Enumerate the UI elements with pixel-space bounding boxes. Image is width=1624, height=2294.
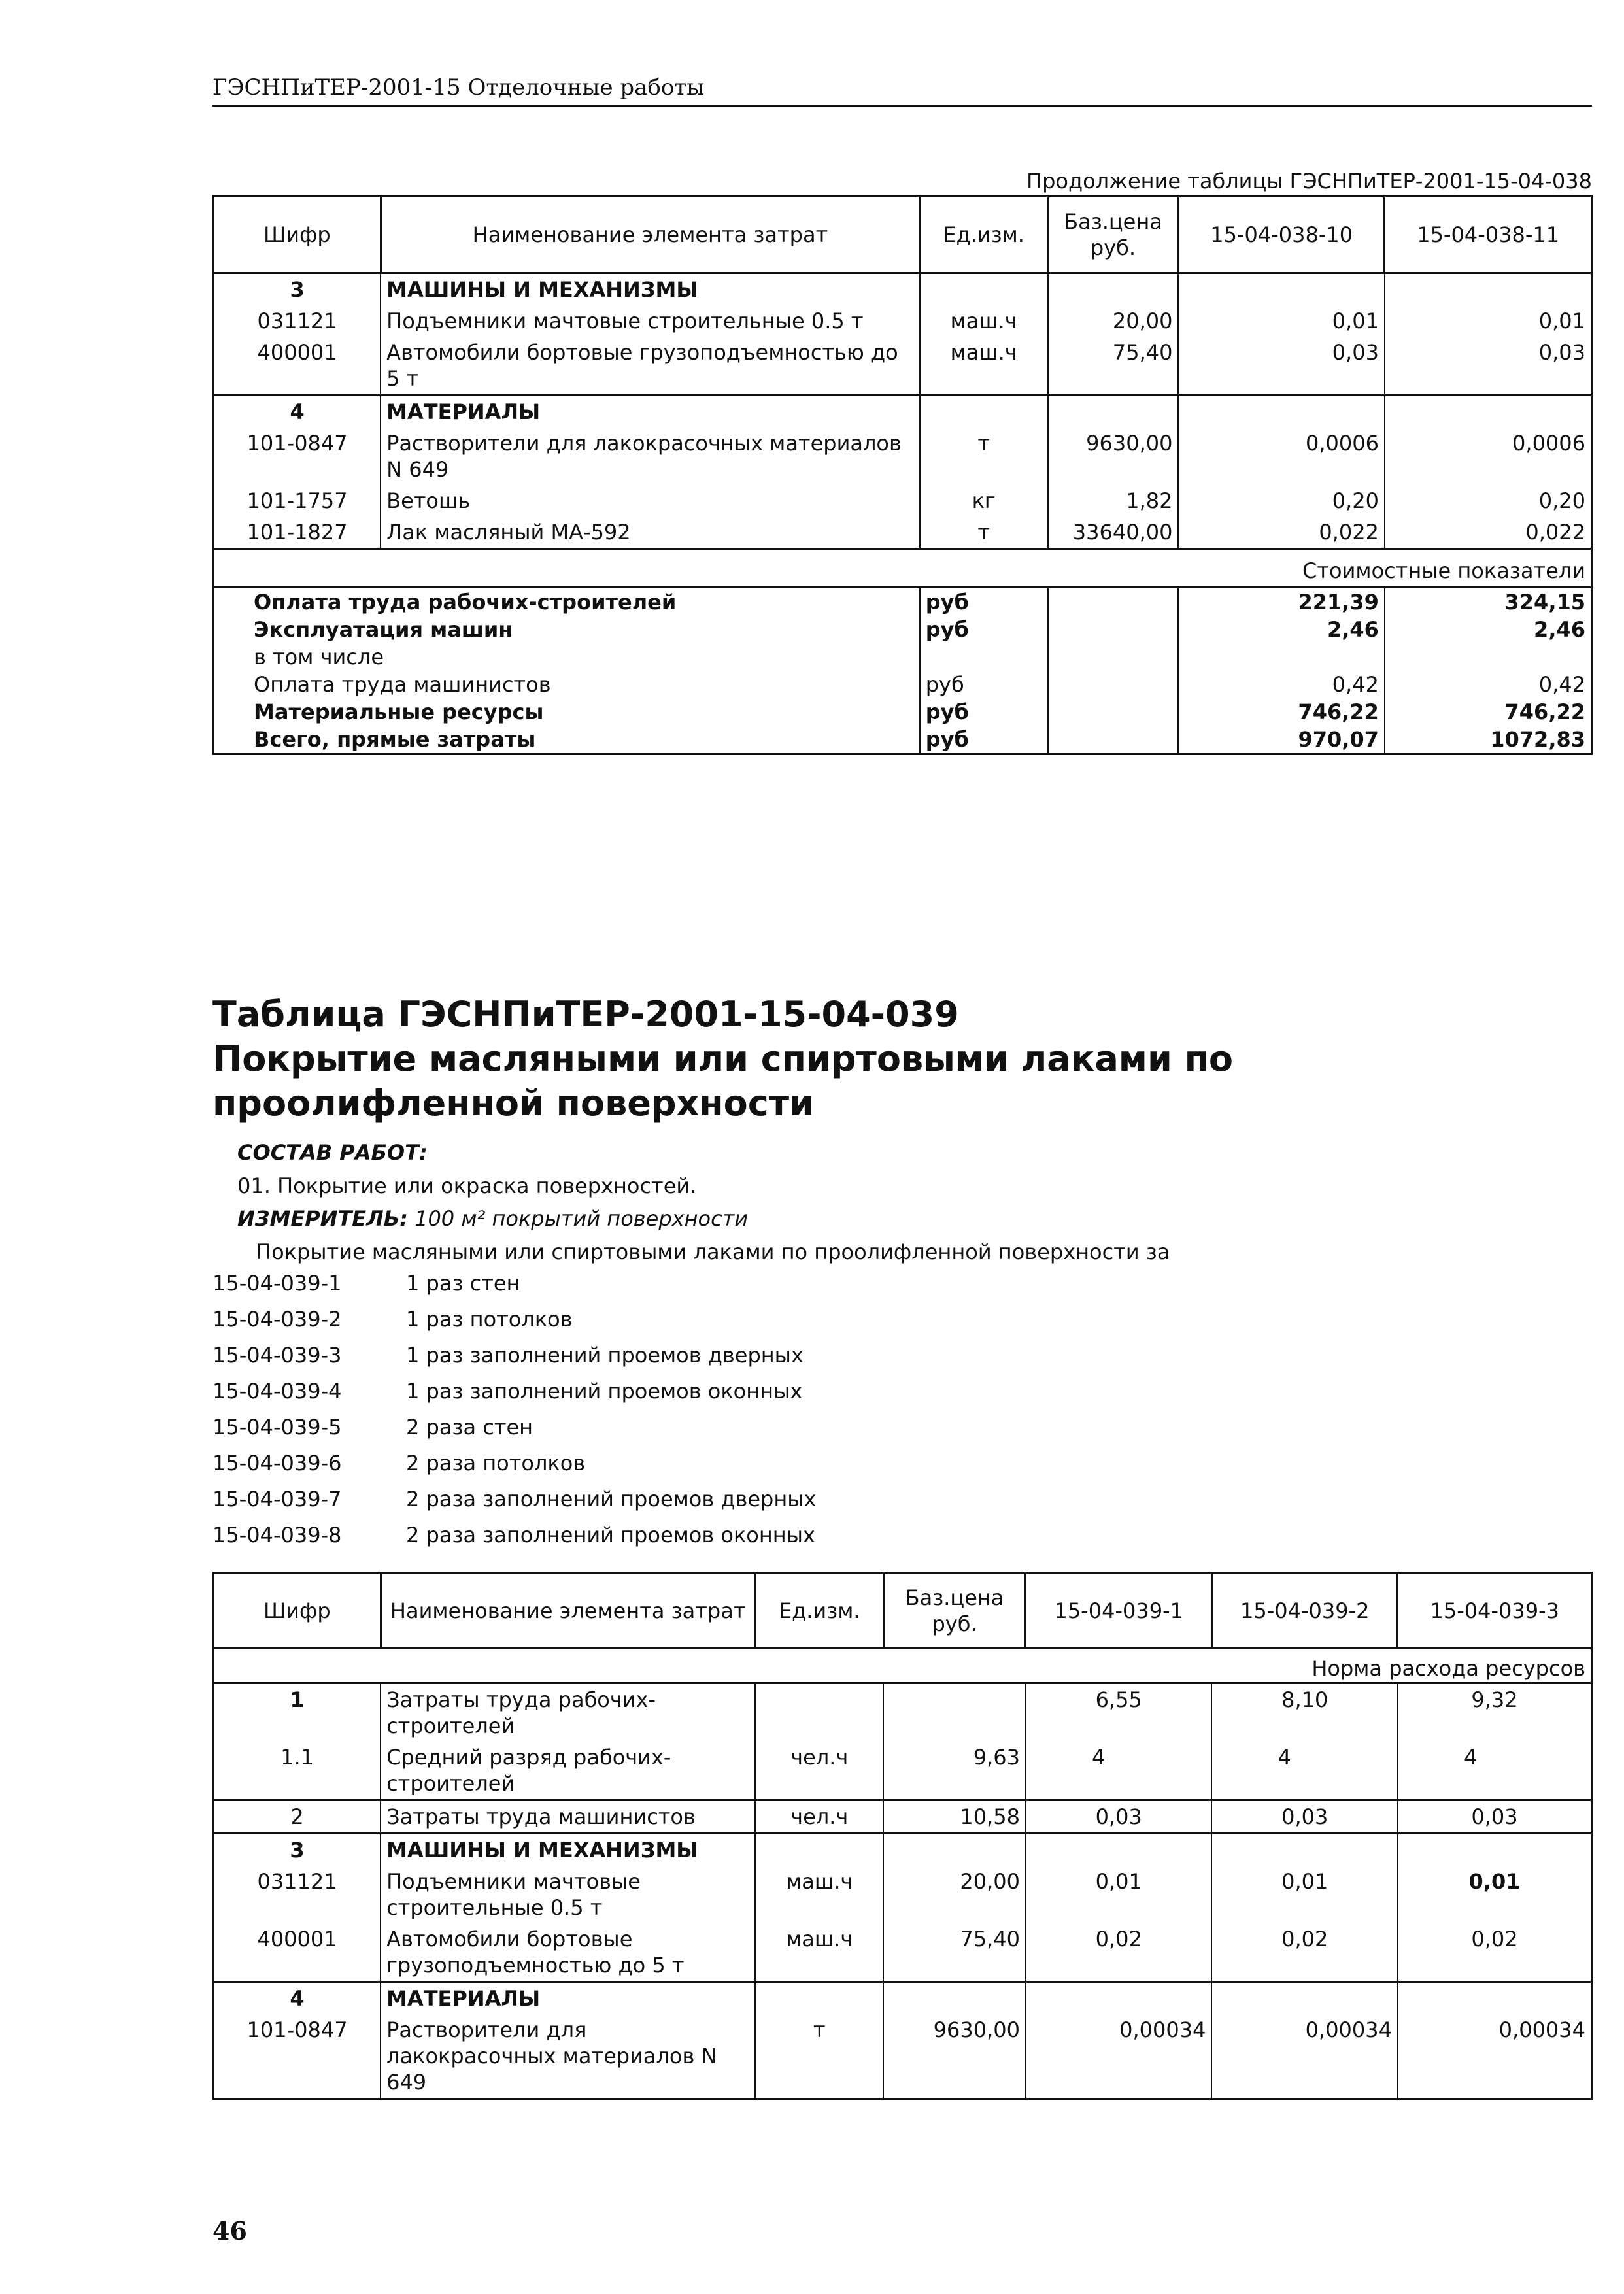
cost-name: Оплата труда машинистов bbox=[214, 671, 920, 698]
cell-unit: маш.ч bbox=[920, 305, 1048, 337]
table-row bbox=[214, 1742, 1592, 1800]
resource-table-039 bbox=[212, 1572, 1593, 2100]
cell-v2: 0,02 bbox=[1211, 1923, 1398, 1982]
cell-unit: маш.ч bbox=[755, 1866, 883, 1923]
cell-v2: 8,10 bbox=[1211, 1683, 1398, 1742]
table-title: Таблица ГЭСНПиТЕР-2001-15-04-039 bbox=[212, 994, 959, 1035]
cost-name: Всего, прямые затраты bbox=[214, 726, 920, 754]
cost-v1: 970,07 bbox=[1178, 726, 1384, 754]
cell-code: 400001 bbox=[214, 337, 381, 396]
meter-value: 100 м² покрытий поверхности bbox=[414, 1206, 749, 1231]
cell-unit: т bbox=[920, 516, 1048, 549]
col-header-code: Шифр bbox=[214, 1573, 381, 1649]
cell-v2: 0,01 bbox=[1211, 1866, 1398, 1923]
works-item: 01. Покрытие или окраска поверхностей. bbox=[237, 1173, 697, 1198]
cell-price: 75,40 bbox=[883, 1923, 1026, 1982]
cost-empty bbox=[1048, 698, 1179, 726]
code-list bbox=[212, 1266, 816, 1553]
cost-v2: 324,15 bbox=[1385, 588, 1592, 616]
code-id: 15-04-039-2 bbox=[212, 1307, 342, 1332]
table-subtitle: Покрытие масляными или спиртовыми лаками по проолифленной поверхности bbox=[212, 1038, 1233, 1124]
code-desc: 1 раз заполнений проемов дверных bbox=[406, 1343, 804, 1368]
cell-code: 3 bbox=[214, 273, 381, 306]
cell-name: Растворители для лакокрасочных материалов N 649 bbox=[381, 2014, 755, 2099]
cell-v3: 0,01 bbox=[1398, 1866, 1592, 1923]
cell-price: 20,00 bbox=[883, 1866, 1026, 1923]
table-row-section bbox=[214, 1982, 1592, 2015]
col-header-norm-2: 15-04-039-2 bbox=[1211, 1573, 1398, 1649]
cell-name: МАТЕРИАЛЫ bbox=[381, 1982, 755, 2015]
cell-v2: 0,03 bbox=[1211, 1800, 1398, 1834]
meter-label: ИЗМЕРИТЕЛЬ: bbox=[237, 1206, 408, 1231]
table-row bbox=[214, 1866, 1592, 1923]
cell-v2: 0,00034 bbox=[1211, 2014, 1398, 2099]
code-desc: 2 раза потолков bbox=[406, 1451, 586, 1476]
list-item bbox=[212, 1481, 816, 1517]
cell-v1: 0,03 bbox=[1178, 337, 1384, 396]
table-row bbox=[214, 305, 1592, 337]
cell-v2: 0,20 bbox=[1385, 485, 1592, 516]
cost-v1: 2,46 bbox=[1178, 616, 1384, 643]
cell-name: Подъемники мачтовые строительные 0.5 т bbox=[381, 1866, 755, 1923]
table-row bbox=[214, 1800, 1592, 1834]
cell-unit: кг bbox=[920, 485, 1048, 516]
cell-v1: 6,55 bbox=[1026, 1683, 1212, 1742]
cell-code: 3 bbox=[214, 1834, 381, 1866]
cell-unit: т bbox=[920, 428, 1048, 485]
cell-unit: чел.ч bbox=[755, 1800, 883, 1834]
cell-price bbox=[1048, 396, 1179, 428]
table-continuation-caption: Продолжение таблицы ГЭСНПиТЕР-2001-15-04-038 bbox=[1026, 169, 1592, 194]
code-desc: 2 раза заполнений проемов оконных bbox=[406, 1523, 815, 1547]
cell-name: Подъемники мачтовые строительные 0.5 т bbox=[381, 305, 920, 337]
list-item bbox=[212, 1302, 816, 1338]
running-header: ГЭСНПиТЕР-2001-15 Отделочные работы bbox=[212, 73, 1592, 107]
cell-v1: 0,20 bbox=[1178, 485, 1384, 516]
table-row bbox=[214, 2014, 1592, 2099]
cell-name: МАТЕРИАЛЫ bbox=[381, 396, 920, 428]
cell-v3: 4 bbox=[1398, 1742, 1592, 1800]
cost-row bbox=[214, 588, 1592, 616]
cell-price bbox=[883, 1683, 1026, 1742]
cell-v1: 4 bbox=[1026, 1742, 1212, 1800]
cell-v1 bbox=[1026, 1834, 1212, 1866]
cell-name: Лак масляный МА-592 bbox=[381, 516, 920, 549]
cell-code: 4 bbox=[214, 396, 381, 428]
cell-code: 1.1 bbox=[214, 1742, 381, 1800]
cell-v3: 0,02 bbox=[1398, 1923, 1592, 1982]
cost-empty bbox=[1048, 671, 1179, 698]
norm-header-row bbox=[214, 1649, 1592, 1683]
cost-header-row bbox=[214, 549, 1592, 588]
col-header-unit: Ед.изм. bbox=[755, 1573, 883, 1649]
col-header-norm-1: 15-04-038-10 bbox=[1178, 196, 1384, 273]
cell-v1: 0,022 bbox=[1178, 516, 1384, 549]
col-header-norm-3: 15-04-039-3 bbox=[1398, 1573, 1592, 1649]
cell-v3: 0,03 bbox=[1398, 1800, 1592, 1834]
col-header-price: Баз.цена руб. bbox=[883, 1573, 1026, 1649]
cell-v2: 0,0006 bbox=[1385, 428, 1592, 485]
cell-v1 bbox=[1026, 1982, 1212, 2015]
cost-header: Стоимостные показатели bbox=[214, 549, 1592, 588]
cost-unit: руб bbox=[920, 671, 1048, 698]
cell-v2: 4 bbox=[1211, 1742, 1398, 1800]
list-item bbox=[212, 1517, 816, 1553]
cost-name: Оплата труда рабочих-строителей bbox=[214, 588, 920, 616]
code-desc: 1 раз заполнений проемов оконных bbox=[406, 1379, 803, 1404]
page-number: 46 bbox=[212, 2216, 247, 2246]
cell-code: 101-0847 bbox=[214, 2014, 381, 2099]
cell-unit bbox=[755, 1982, 883, 2015]
cell-name: Затраты труда машинистов bbox=[381, 1800, 755, 1834]
cost-v1: 746,22 bbox=[1178, 698, 1384, 726]
list-item bbox=[212, 1266, 816, 1302]
intro-text: Покрытие масляными или спиртовыми лаками по проолифленной поверхности за bbox=[256, 1240, 1170, 1264]
cost-v2: 0,42 bbox=[1385, 671, 1592, 698]
cost-name: Эксплуатация машин bbox=[214, 616, 920, 643]
cell-price: 1,82 bbox=[1048, 485, 1179, 516]
table-row bbox=[214, 516, 1592, 549]
col-header-name: Наименование элемента затрат bbox=[381, 196, 920, 273]
cell-unit bbox=[920, 396, 1048, 428]
cell-name: МАШИНЫ И МЕХАНИЗМЫ bbox=[381, 1834, 755, 1866]
col-header-norm-2: 15-04-038-11 bbox=[1385, 196, 1592, 273]
cost-v1: 221,39 bbox=[1178, 588, 1384, 616]
cell-code: 101-1827 bbox=[214, 516, 381, 549]
list-item bbox=[212, 1338, 816, 1374]
cell-price bbox=[883, 1834, 1026, 1866]
cell-code: 1 bbox=[214, 1683, 381, 1742]
cell-v1: 0,03 bbox=[1026, 1800, 1212, 1834]
cost-row bbox=[214, 698, 1592, 726]
table-row bbox=[214, 337, 1592, 396]
cell-v2: 0,01 bbox=[1385, 305, 1592, 337]
code-desc: 2 раза стен bbox=[406, 1415, 533, 1440]
cost-v2: 1072,83 bbox=[1385, 726, 1592, 754]
cell-code: 101-1757 bbox=[214, 485, 381, 516]
cost-row-total bbox=[214, 726, 1592, 754]
works-block bbox=[212, 1135, 1592, 1268]
cell-v1: 0,01 bbox=[1026, 1866, 1212, 1923]
cell-code: 4 bbox=[214, 1982, 381, 2015]
resource-table-038 bbox=[212, 195, 1593, 755]
cell-code: 2 bbox=[214, 1800, 381, 1834]
table-row bbox=[214, 1923, 1592, 1982]
cell-name: Автомобили бортовые грузоподъемностью до 5 т bbox=[381, 1923, 755, 1982]
cost-unit bbox=[920, 643, 1048, 671]
cell-price bbox=[883, 1982, 1026, 2015]
table-row bbox=[214, 485, 1592, 516]
cell-v3: 9,32 bbox=[1398, 1683, 1592, 1742]
cell-price bbox=[1048, 273, 1179, 306]
cost-empty bbox=[1048, 726, 1179, 754]
cell-v3 bbox=[1398, 1982, 1592, 2015]
table-row-section bbox=[214, 273, 1592, 306]
cell-unit: чел.ч bbox=[755, 1742, 883, 1800]
cell-v1 bbox=[1178, 396, 1384, 428]
cell-unit bbox=[920, 273, 1048, 306]
cell-unit: маш.ч bbox=[920, 337, 1048, 396]
col-header-name: Наименование элемента затрат bbox=[381, 1573, 755, 1649]
code-id: 15-04-039-6 bbox=[212, 1451, 342, 1476]
list-item bbox=[212, 1409, 816, 1445]
table-row bbox=[214, 428, 1592, 485]
cost-v1: 0,42 bbox=[1178, 671, 1384, 698]
code-id: 15-04-039-7 bbox=[212, 1487, 342, 1511]
table-row-section bbox=[214, 396, 1592, 428]
cell-price: 10,58 bbox=[883, 1800, 1026, 1834]
cell-v3 bbox=[1398, 1834, 1592, 1866]
cell-unit bbox=[755, 1683, 883, 1742]
cost-name: в том числе bbox=[214, 643, 920, 671]
cost-unit: руб bbox=[920, 616, 1048, 643]
cell-v2 bbox=[1211, 1982, 1398, 2015]
cell-code: 031121 bbox=[214, 1866, 381, 1923]
cost-row bbox=[214, 616, 1592, 643]
cell-v3: 0,00034 bbox=[1398, 2014, 1592, 2099]
cell-price: 75,40 bbox=[1048, 337, 1179, 396]
cell-price: 9630,00 bbox=[1048, 428, 1179, 485]
cost-unit: руб bbox=[920, 698, 1048, 726]
code-desc: 2 раза заполнений проемов дверных bbox=[406, 1487, 817, 1511]
cell-code: 101-0847 bbox=[214, 428, 381, 485]
list-item bbox=[212, 1445, 816, 1481]
table-row-section bbox=[214, 1834, 1592, 1866]
cost-empty bbox=[1048, 643, 1179, 671]
works-label: СОСТАВ РАБОТ: bbox=[237, 1140, 428, 1165]
code-id: 15-04-039-5 bbox=[212, 1415, 342, 1440]
cell-v1: 0,02 bbox=[1026, 1923, 1212, 1982]
cell-v2: 0,03 bbox=[1385, 337, 1592, 396]
cost-name: Материальные ресурсы bbox=[214, 698, 920, 726]
cell-price: 9630,00 bbox=[883, 2014, 1026, 2099]
cell-code: 400001 bbox=[214, 1923, 381, 1982]
cell-v1: 0,0006 bbox=[1178, 428, 1384, 485]
cell-v1 bbox=[1178, 273, 1384, 306]
cell-v2 bbox=[1211, 1834, 1398, 1866]
works-label-line bbox=[212, 1135, 1592, 1170]
cell-v1: 0,00034 bbox=[1026, 2014, 1212, 2099]
cell-v2: 0,022 bbox=[1385, 516, 1592, 549]
cell-v2 bbox=[1385, 396, 1592, 428]
meter-line bbox=[212, 1202, 1592, 1236]
cost-v2: 746,22 bbox=[1385, 698, 1592, 726]
cost-empty bbox=[1048, 588, 1179, 616]
table-row bbox=[214, 1683, 1592, 1742]
col-header-code: Шифр bbox=[214, 196, 381, 273]
cost-unit: руб bbox=[920, 726, 1048, 754]
code-id: 15-04-039-8 bbox=[212, 1523, 342, 1547]
cost-row bbox=[214, 671, 1592, 698]
cell-unit: т bbox=[755, 2014, 883, 2099]
col-header-norm-1: 15-04-039-1 bbox=[1026, 1573, 1212, 1649]
cost-v2 bbox=[1385, 643, 1592, 671]
list-item bbox=[212, 1374, 816, 1409]
cost-v2: 2,46 bbox=[1385, 616, 1592, 643]
cell-price: 20,00 bbox=[1048, 305, 1179, 337]
cell-unit bbox=[755, 1834, 883, 1866]
cell-name: Ветошь bbox=[381, 485, 920, 516]
cost-v1 bbox=[1178, 643, 1384, 671]
cell-v2 bbox=[1385, 273, 1592, 306]
cost-row bbox=[214, 643, 1592, 671]
col-header-price: Баз.цена руб. bbox=[1048, 196, 1179, 273]
cell-name: Растворители для лакокрасочных материалов N 649 bbox=[381, 428, 920, 485]
code-id: 15-04-039-1 bbox=[212, 1271, 342, 1296]
col-header-unit: Ед.изм. bbox=[920, 196, 1048, 273]
norm-header: Норма расхода ресурсов bbox=[214, 1649, 1592, 1683]
cell-name: Автомобили бортовые грузоподъемностью до 5 т bbox=[381, 337, 920, 396]
code-id: 15-04-039-3 bbox=[212, 1343, 342, 1368]
code-id: 15-04-039-4 bbox=[212, 1379, 342, 1404]
cell-price: 33640,00 bbox=[1048, 516, 1179, 549]
cell-name: Затраты труда рабочих-строителей bbox=[381, 1683, 755, 1742]
cell-code: 031121 bbox=[214, 305, 381, 337]
cost-unit: руб bbox=[920, 588, 1048, 616]
cost-empty bbox=[1048, 616, 1179, 643]
cell-unit: маш.ч bbox=[755, 1923, 883, 1982]
code-desc: 1 раз потолков bbox=[406, 1307, 573, 1332]
cell-name: Средний разряд рабочих-строителей bbox=[381, 1742, 755, 1800]
code-desc: 1 раз стен bbox=[406, 1271, 520, 1296]
cell-price: 9,63 bbox=[883, 1742, 1026, 1800]
cell-name: МАШИНЫ И МЕХАНИЗМЫ bbox=[381, 273, 920, 306]
cell-v1: 0,01 bbox=[1178, 305, 1384, 337]
